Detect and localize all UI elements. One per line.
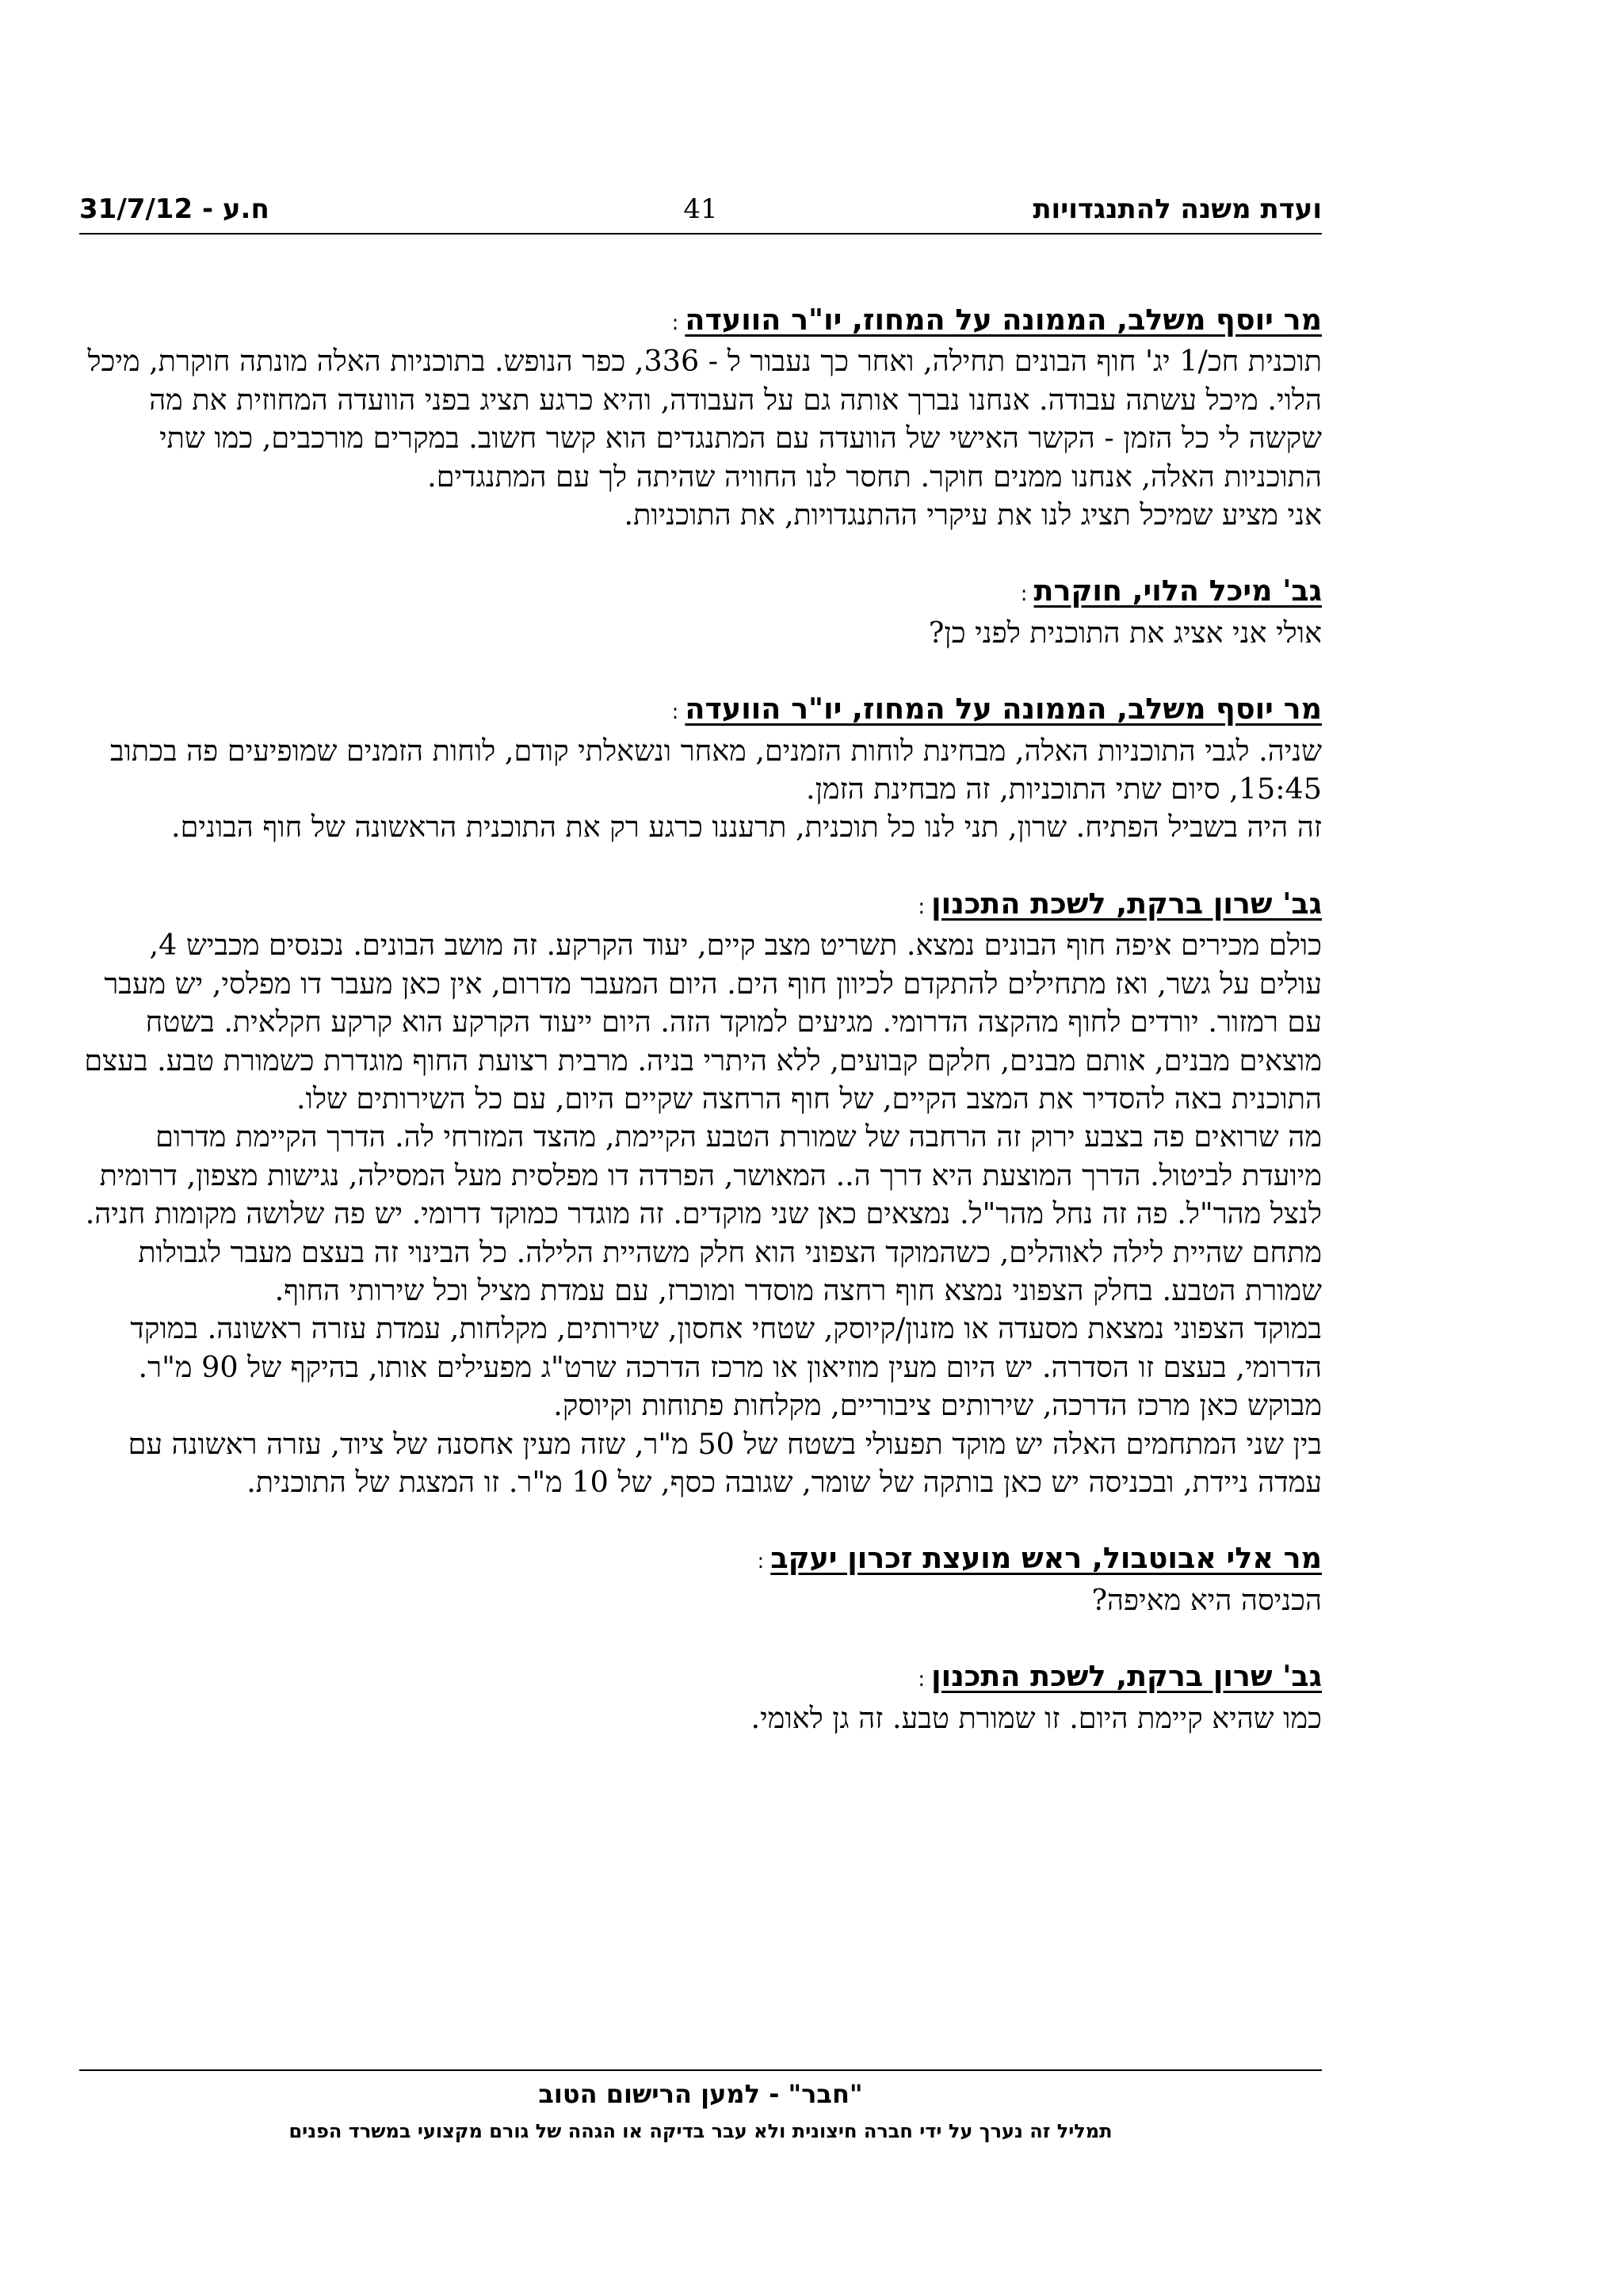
speaker-name: גב' מיכל הלוי, חוקרת — [1033, 574, 1322, 608]
speech-paragraph: מה שרואים פה בצבע ירוק זה הרחבה של שמורת הטבע הקיימת, מהצד המזרחי לה. הדרך הקיימת מדרום מיועדת לביטול. הדרך המוצעת היא דרך ה.. המאושר, הפרדה דו מפלסית מעל המסילה, נגישות מצפון, דרומית לנצל מהר"ל. פה זה נחל מהר"ל. נמצאים כאן שני מוקדים. זה מוגדר כמוקד דרומי. יש פה שלושה מקומות חניה. מתחם שהיית לילה לאוהלים, כשהמוקד הצפוני הוא חלק משהיית הלילה. כל הבינוי זה בעצם מעבר לגבולות שמורת הטבע. בחלק הצפוני נמצא חוף רחצה מוסדר ומוכרז, עם עמדת מציל וכל שירותי החוף. — [85, 1119, 1322, 1307]
speaker-colon: : — [671, 700, 679, 725]
speaker-colon: : — [671, 311, 679, 335]
speech-block — [79, 885, 1322, 1502]
speech-block — [79, 690, 1322, 847]
speaker-line — [79, 885, 1322, 926]
speech-paragraph: אני מציע שמיכל תציג לנו את עיקרי ההתנגדויות, את התוכניות. — [624, 498, 1322, 532]
speech-block — [79, 572, 1322, 652]
speech-paragraph: זה היה בשביל הפתיח. שרון, תני לנו כל תוכנית, תרעננו כרגע רק את התוכנית הראשונה של חוף הבונים. — [171, 810, 1322, 845]
footer-divider — [79, 2069, 1322, 2071]
speaker-colon: : — [757, 1550, 765, 1574]
speaker-name: מר אלי אבוטבול, ראש מועצת זכרון יעקב — [770, 1541, 1322, 1576]
speaker-line — [79, 1539, 1322, 1581]
footer-disclaimer: תמליל זה נערך על ידי חברה חיצונית ולא עבר בדיקה או הגהה של גורם מקצועי במשרד הפנים — [288, 2120, 1113, 2142]
page-header — [79, 189, 1322, 235]
transcript-body — [79, 301, 1322, 1775]
date-initials — [79, 193, 269, 225]
speech-paragraph: כמו שהיא קיימת היום. זו שמורת טבע. זה גן לאומי. — [750, 1700, 1322, 1735]
speaker-name: גב' שרון ברקת, לשכת התכנון — [931, 1659, 1322, 1694]
speaker-colon: : — [918, 1668, 926, 1692]
speech-paragraph: בין שני המתחמים האלה יש מוקד תפעולי בשטח של 50 מ"ר, שזה מעין אחסנה של ציוד, עזרה ראשונה עם עמדה ניידת, ובכניסה יש כאן בותקה של שומר, שגובה כסף, של 10 מ"ר. זו המצגת של התוכנית. — [128, 1426, 1322, 1499]
speaker-name: מר יוסף משלב, הממונה על המחוז, יו"ר הוועדה — [685, 692, 1322, 727]
speech-paragraph: במוקד הצפוני נמצאת מסעדה או מזנון/קיוסק, שטחי אחסון, שירותים, מקלחות, עמדת עזרה ראשונה. במוקד הדרומי, בעצם זו הסדרה. יש היום מעין מוזיאון או מרכז הדרכה שרט"ג מפעילים אותו, בהיקף של 90 מ"ר. מבוקש כאן מרכז הדרכה, שירותים ציבוריים, מקלחות פתוחות וקיוסק. — [130, 1311, 1322, 1423]
speech-paragraph: אולי אני אציג את התוכנית לפני כן? — [928, 615, 1322, 650]
footer-title: "חבר" - למען הרישום הטוב — [538, 2079, 863, 2109]
speaker-line — [79, 690, 1322, 731]
speaker-colon: : — [918, 894, 926, 919]
speaker-colon: : — [1020, 582, 1028, 607]
speaker-line — [79, 301, 1322, 342]
speech-paragraph: כולם מכירים איפה חוף הבונים נמצא. תשריט מצב קיים, יעוד הקרקע. זה מושב הבונים. נכנסים מכביש 4, עולים על גשר, ואז מתחילים להתקדם לכיוון חוף הים. היום המעבר מדרום, אין כאן מעבר דו מפלסי, יש מעבר עם רמזור. יורדים לחוף מהקצה הדרומי. מגיעים למוקד הזה. היום ייעוד הקרקע הוא קרקע חקלאית. בשטח מוצאים מבנים, אותם מבנים, חלקם קבועים, ללא היתרי בניה. מרבית רצועת החוף מוגדרת כשמורת טבע. בעצם התוכנית באה להסדיר את המצב הקיים, של חוף הרחצה שקיים היום, עם כל השירותים שלו. — [84, 928, 1322, 1116]
speaker-line — [79, 572, 1322, 613]
speech-paragraph: הכניסה היא מאיפה? — [1091, 1582, 1322, 1617]
speech-block — [79, 301, 1322, 534]
speech-block — [79, 1539, 1322, 1619]
speech-block — [79, 1657, 1322, 1737]
speaker-name: מר יוסף משלב, הממונה על המחוז, יו"ר הוועדה — [685, 303, 1322, 337]
date-initials-text: ח.ע - 31/7/12 — [79, 193, 269, 225]
speech-paragraph: תוכנית חכ/1 יג' חוף הבונים תחילה, ואחר כך נעבור ל - 336, כפר הנופש. בתוכניות האלה מונתה חוקרת, מיכל הלוי. מיכל עשתה עבודה. אנחנו נברך אותה גם על העבודה, והיא כרגע תציג בפני הוועדה המחוזית את מה שקשה לי כל הזמן - הקשר האישי של הוועדה עם המתנגדים הוא קשר חשוב. במקרים מורכבים, כמו שתי התוכניות האלה, אנחנו ממנים חוקר. תחסר לנו החוויה שהיתה לך עם המתנגדים. — [87, 344, 1322, 494]
page-number: 41 — [683, 193, 718, 225]
speaker-line — [79, 1657, 1322, 1699]
committee-name: ועדת משנה להתנגדויות — [1033, 193, 1322, 225]
speech-paragraph: שניה. לגבי התוכניות האלה, מבחינת לוחות הזמנים, מאחר ונשאלתי קודם, לוחות הזמנים שמופיעים פה בכתוב 15:45, סיום שתי התוכניות, זה מבחינת הזמן. — [109, 733, 1322, 807]
speaker-name: גב' שרון ברקת, לשכת התכנון — [931, 886, 1322, 921]
